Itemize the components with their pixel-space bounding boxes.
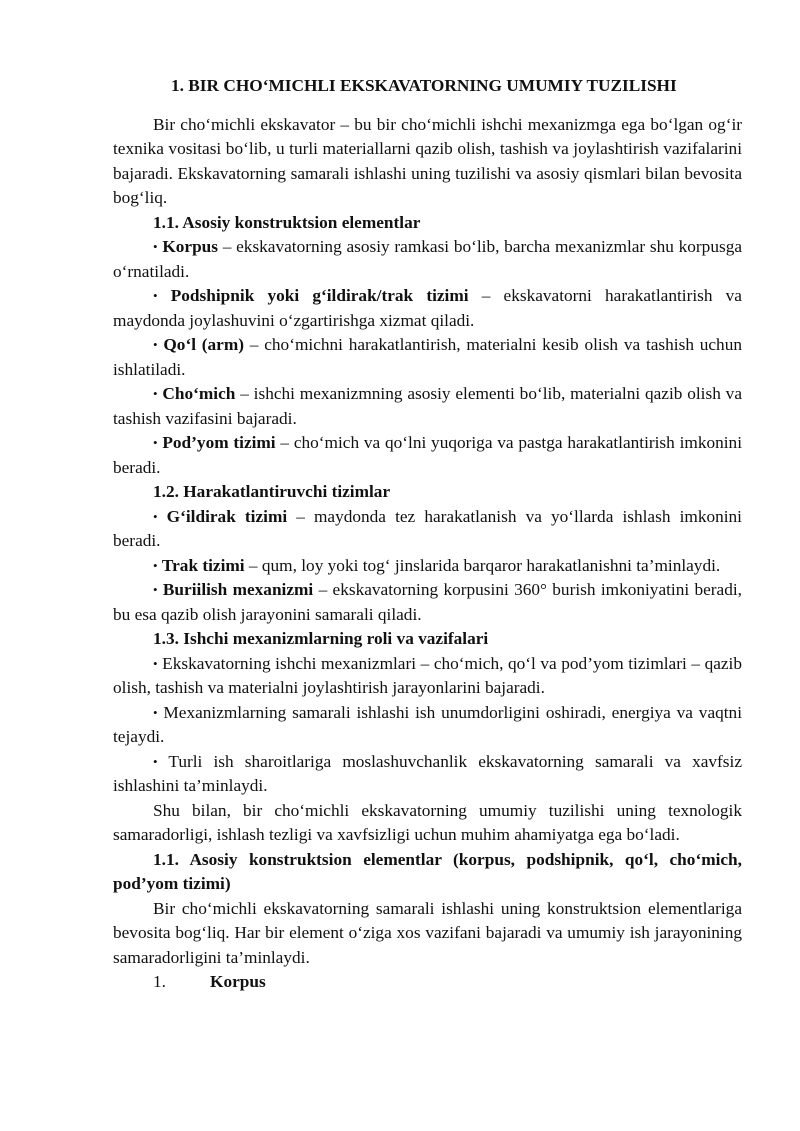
bullet-text: Turli ish sharoitlariga moslashuvchanlik ekskavatorning samarali va xavfsiz ishlashini ta’minlaydi. [113, 751, 742, 795]
bullet-text: – ekskavatorni harakatlantirish va maydonda joylashuvini o‘zgartirishga xizmat qiladi. [113, 286, 742, 330]
bullet-item [113, 333, 742, 382]
bullet-item [113, 284, 742, 333]
numbered-item-number: 1. [153, 972, 166, 991]
bullet-text: – ekskavatorning asosiy ramkasi bo‘lib, barcha mexanizmlar shu korpusga o‘rnatiladi. [113, 237, 743, 281]
bullet-item [113, 701, 742, 750]
bullet-icon: • [153, 753, 158, 769]
section-heading-1-1-detail: 1.1. Asosiy konstruktsion elementlar (korpus, podshipnik, qo‘l, cho‘mich, pod’yom tizimi) [113, 849, 742, 893]
bullet-term: Buriilish mexanizmi [162, 580, 314, 599]
bullet-text: Ekskavatorning ishchi mexanizmlari – cho‘mich, qo‘l va pod’yom tizimlari – qazib olish, tashish va materialni joylashtirish jarayonlarini bajaradi. [113, 653, 742, 697]
bullet-icon: • [153, 508, 158, 524]
bullet-text: – maydonda tez harakatlanish va yo‘llarda ishlash imkonini beradi. [113, 506, 742, 550]
section-paragraph: Bir cho‘michli ekskavatorning samarali ishlashi uning konstruktsion elementlariga bevosita bog‘liq. Har bir element o‘ziga xos vazifani bajaradi va umumiy ish jarayonining samaradorligini ta’minlaydi. [113, 898, 742, 967]
bullet-icon: • [153, 435, 158, 450]
bullet-term: Korpus [162, 237, 219, 256]
bullet-icon: • [153, 704, 158, 720]
bullet-item [113, 235, 742, 284]
bullet-item [113, 431, 742, 480]
bullet-text: – cho‘michni harakatlantirish, materialni kesib olish va tashish uchun ishlatiladi. [113, 335, 742, 379]
bullet-text: – ekskavatorning korpusini 360° burish imkoniyatini beradi, bu esa qazib olish jarayonini samarali qiladi. [113, 580, 742, 624]
bullet-icon: • [153, 337, 158, 352]
numbered-item [113, 970, 742, 995]
document-page [113, 62, 742, 995]
bullet-term: Podshipnik yoki g‘ildirak/trak tizimi [170, 286, 469, 305]
bullet-text: – qum, loy yoki tog‘ jinslarida barqaror harakatlanishni ta’minlaydi. [244, 555, 721, 575]
bullet-icon: • [153, 557, 158, 573]
bullet-icon: • [153, 582, 158, 597]
section-heading-1-1: 1.1. Asosiy konstruktsion elementlar [153, 212, 421, 232]
bullet-item [113, 578, 742, 627]
bullet-term: Trak tizimi [161, 555, 245, 575]
numbered-item-label: Korpus [210, 972, 266, 991]
document-title: 1. BIR CHO‘MICHLI EKSKAVATORNING UMUMIY TUZILISHI [171, 76, 677, 95]
bullet-icon: • [153, 655, 158, 671]
bullet-term: Qo‘l (arm) [163, 335, 245, 354]
conclusion-paragraph: Shu bilan, bir cho‘michli ekskavatorning umumiy tuzilishi uning texnologik samaradorligi, ishlash tezligi va xavfsizligi uchun muhim ahamiyatga ega bo‘ladi. [113, 800, 742, 844]
bullet-text: Mexanizmlarning samarali ishlashi ish unumdorligini oshiradi, energiya va vaqtni tejaydi. [113, 702, 743, 746]
bullet-term: Pod’yom tizimi [162, 433, 276, 452]
bullet-text: – ishchi mexanizmning asosiy elementi bo‘lib, materialni qazib olish va tashish vazifasini bajaradi. [113, 384, 742, 428]
bullet-item [113, 554, 742, 579]
bullet-item [113, 750, 742, 799]
bullet-icon: • [153, 386, 158, 401]
bullet-item [113, 652, 742, 701]
bullet-icon: • [153, 288, 158, 303]
bullet-item [113, 505, 742, 554]
section-heading-1-2: 1.2. Harakatlantiruvchi tizimlar [153, 482, 391, 501]
bullet-term: Cho‘mich [162, 384, 236, 403]
bullet-item [113, 382, 742, 431]
bullet-icon: • [153, 239, 158, 254]
section-heading-1-3: 1.3. Ishchi mexanizmlarning roli va vazifalari [153, 629, 489, 648]
bullet-text: – cho‘mich va qo‘lni yuqoriga va pastga harakatlantirish imkonini beradi. [113, 433, 742, 477]
bullet-term: G‘ildirak tizimi [166, 506, 288, 526]
intro-paragraph: Bir cho‘michli ekskavator – bu bir cho‘michli ishchi mexanizmga ega bo‘lgan og‘ir texnika vositasi bo‘lib, u turli materiallarni qazib olish, tashish va joylashtirish vazifalarini bajaradi. Ekskavatorning samarali ishlashi uning tuzilishi va asosiy qismlari bilan bevosita bog‘liq. [113, 114, 742, 207]
